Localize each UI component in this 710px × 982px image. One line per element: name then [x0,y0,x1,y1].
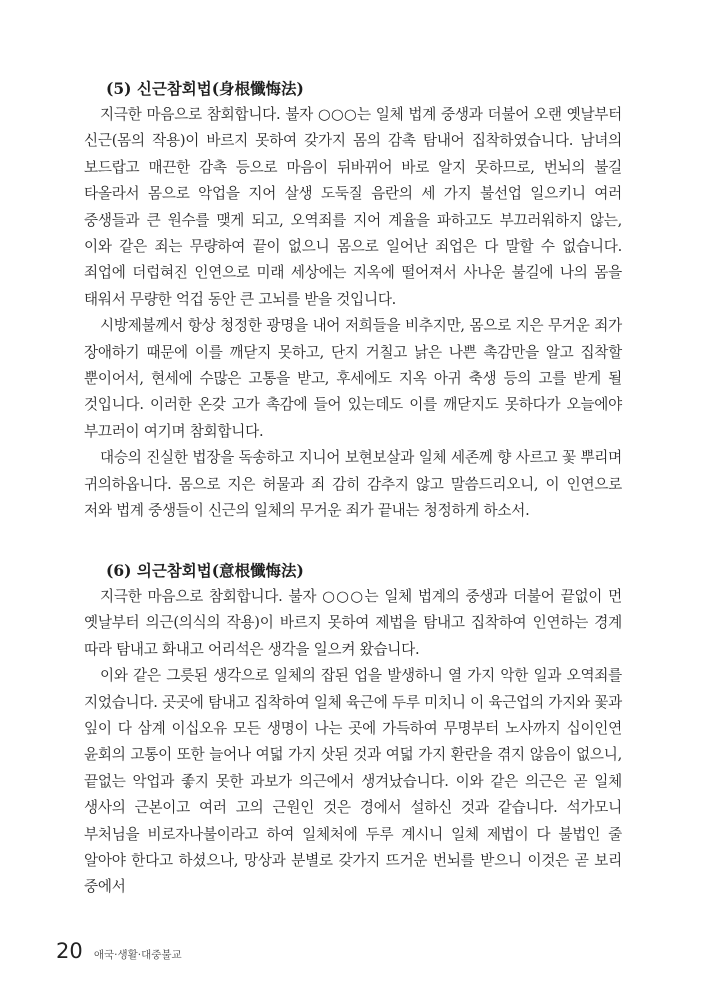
paragraph: 이와 같은 그릇된 생각으로 일체의 잡된 업을 발생하니 열 가지 악한 일과 오역죄를 지었습니다. 곳곳에 탐내고 집착하여 일체 육근에 두루 미치니 이 육근업의 가지와 꽃과 잎이 다 삼계 이십오유 모든 생명이 나는 곳에 가득하여 무명부터 노사까지 십이인연 윤회의 고통이 또한 늘어나 여덟 가지 삿된 것과 여덟 가지 환란을 겪지 않음이 없으니, 끝없는 악업과 좋지 못한 과보가 의근에서 생겨났습니다. 이와 같은 의근은 곧 일체 생사의 근본이고 여러 고의 근원인 것은 경에서 설하신 것과 같습니다. 석가모니 부처님을 비로자나불이라고 하여 일체처에 두루 계시니 일체 제법이 다 불법인 줄 알아야 한다고 하셨으나, 망상과 분별로 갖가지 뜨거운 번뇌를 받으니 이것은 곧 보리 중에서 [84,667,622,896]
page-footer [56,936,182,966]
paragraph: 지극한 마음으로 참회합니다. 불자 ○○○는 일체 법계 중생과 더불어 오랜 옛날부터 신근(몸의 작용)이 바르지 못하여 갖가지 몸의 감촉 탐내어 집착하였습니다. 남녀의 보드랍고 매끈한 감촉 등으로 마음이 뒤바뀌어 바로 알지 못하므로, 번뇌의 불길 타올라서 몸으로 악업을 지어 살생 도둑질 음란의 세 가지 불선업 일으키니 여러 중생들과 큰 원수를 맺게 되고, 오역죄를 지어 계율을 파하고도 부끄러워하지 않는, 이와 같은 죄는 무량하여 끝이 없으니 몸으로 일어난 죄업은 다 말할 수 없습니다. 죄업에 더럽혀진 인연으로 미래 세상에는 지옥에 떨어져서 사나운 불길에 나의 몸을 태워서 무량한 억겁 동안 큰 고뇌를 받을 것입니다. [84,106,622,308]
paragraph: 시방제불께서 항상 청정한 광명을 내어 저희들을 비추지만, 몸으로 지은 무거운 죄가 장애하기 때문에 이를 깨닫지 못하고, 단지 거칠고 낡은 나쁜 촉감만을 알고 집착할 뿐이어서, 현세에 수많은 고통을 받고, 후세에도 지옥 아귀 축생 등의 고를 받게 될 것입니다. 이러한 온갖 고가 촉감에 들어 있는데도 이를 깨닫지도 못하다가 오늘에야 부끄러이 여기며 참회합니다. [84,317,622,440]
section-body-repentance [84,76,622,525]
paragraph: 대승의 진실한 법장을 독송하고 지니어 보현보살과 일체 세존께 향 사르고 꽃 뿌리며 귀의하옵니다. 몸으로 지은 허물과 죄 감히 감추지 않고 말씀드리오니, 이 인연으로 저와 법계 중생들이 신근의 일체의 무거운 죄가 끝내는 청정하게 하소서. [84,449,622,520]
section-heading: (6) 의근참회법(意根懺悔法) [106,561,304,580]
paragraph: 지극한 마음으로 참회합니다. 불자 ○○○는 일체 법계의 중생과 더불어 끝없이 먼 옛날부터 의근(의식의 작용)이 바르지 못하여 제법을 탐내고 집착하여 인연하는 경계 따라 탐내고 화내고 어리석은 생각을 일으켜 왔습니다. [84,588,622,658]
section-heading: (5) 신근참회법(身根懺悔法) [106,79,304,98]
section-mind-repentance [84,558,622,901]
page-number: 20 [56,939,83,963]
footer-publication-title: 애국·생활·대중불교 [93,949,182,961]
